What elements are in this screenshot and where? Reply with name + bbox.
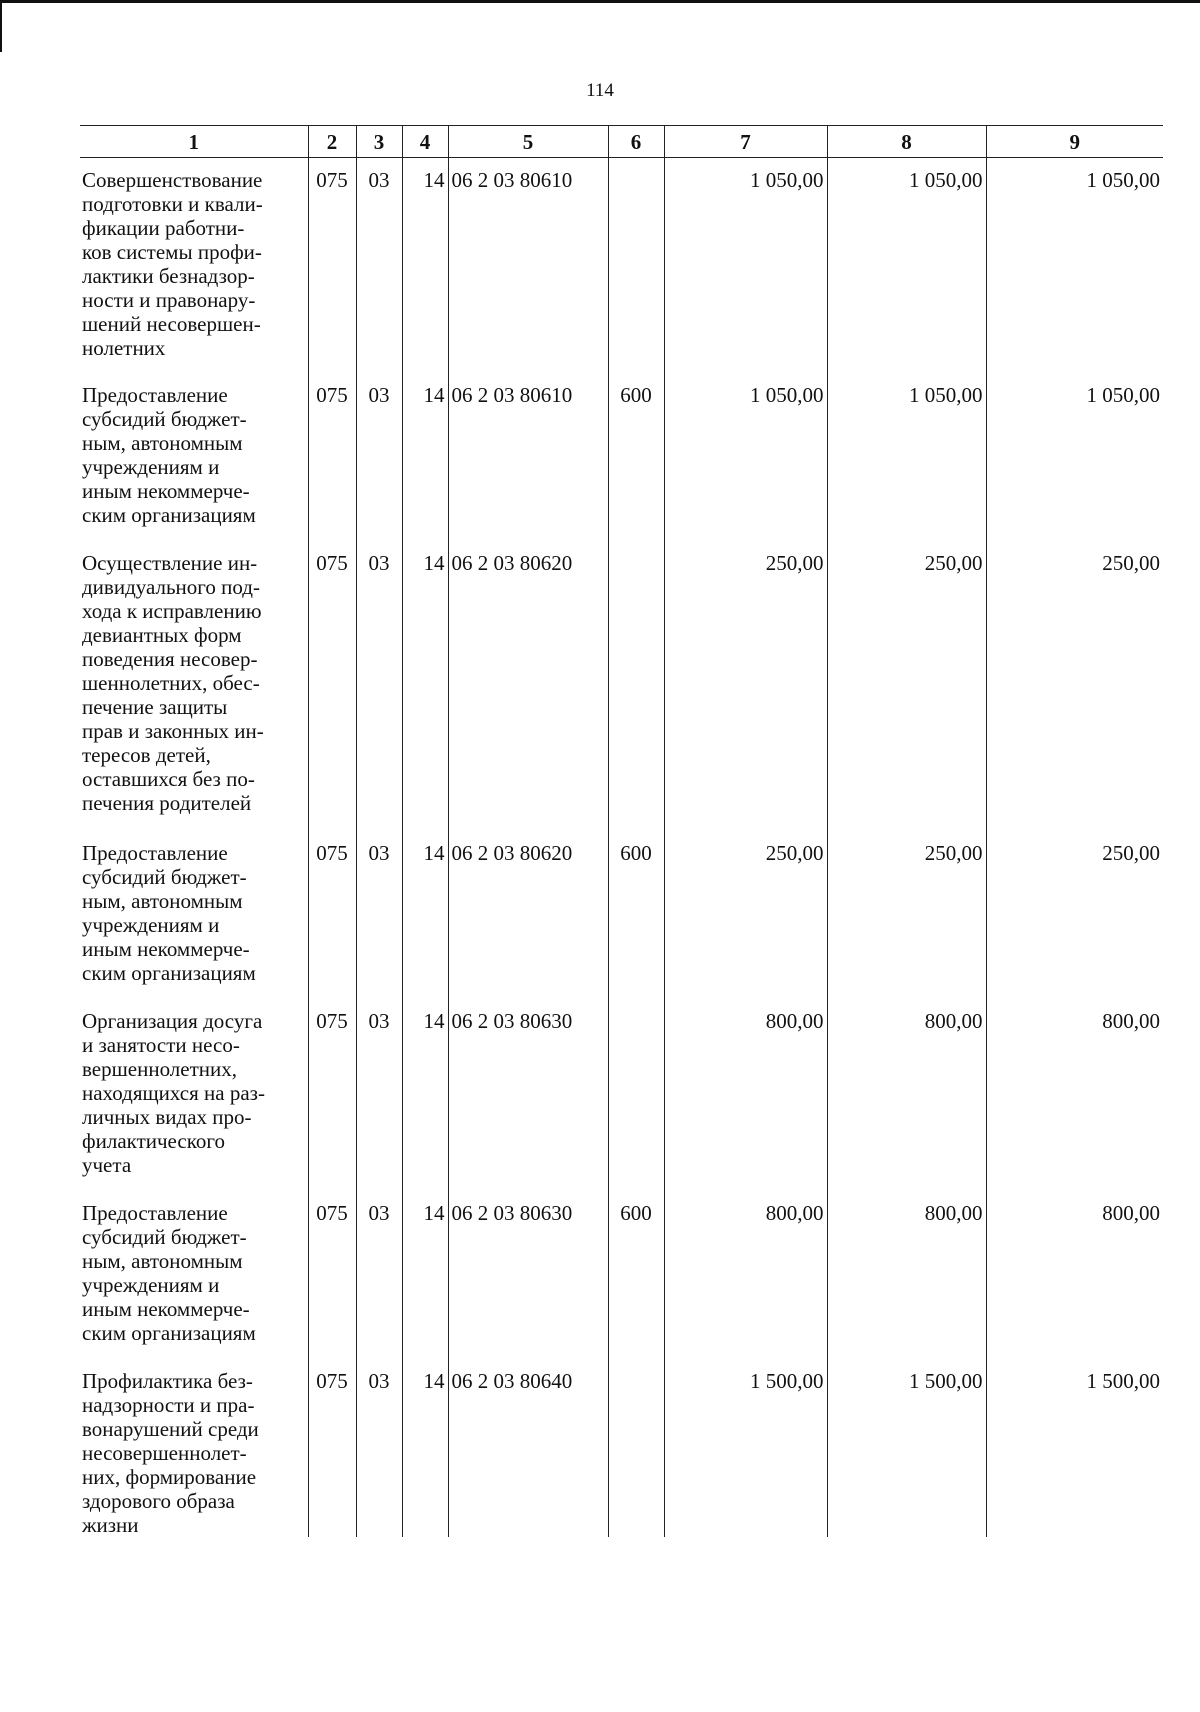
table-row	[80, 1191, 1163, 1359]
cell-amount-col7: 250,00	[664, 541, 827, 831]
description-line: и занятости несо-	[82, 1033, 240, 1057]
table-row	[80, 541, 1163, 831]
cell-section-code: 03	[356, 158, 402, 374]
cell-amount-col9: 250,00	[986, 541, 1163, 831]
table-body	[80, 158, 1163, 1538]
description-line: учреждениям и	[82, 1273, 220, 1297]
description-line: ским организациям	[82, 961, 256, 985]
description-line: Организация досуга	[82, 1009, 263, 1033]
cell-target-article: 06 2 03 80630	[448, 1191, 608, 1359]
description-line: поведения несовер-	[82, 647, 258, 671]
cell-amount-col7: 1 500,00	[664, 1359, 827, 1537]
description-line: учета	[82, 1153, 132, 1177]
description-line: ков системы профи-	[82, 240, 262, 264]
table-row	[80, 1359, 1163, 1537]
cell-amount-col8: 800,00	[827, 999, 986, 1191]
cell-amount-col8: 1 500,00	[827, 1359, 986, 1537]
cell-expense-type	[608, 158, 664, 374]
description-line: иным некоммерче-	[82, 479, 250, 503]
description-line: субсидий бюджет-	[82, 1225, 247, 1249]
description-line: Предоставление	[82, 1201, 228, 1225]
cell-section-code: 03	[356, 999, 402, 1191]
cell-amount-col9: 800,00	[986, 999, 1163, 1191]
cell-target-article: 06 2 03 80630	[448, 999, 608, 1191]
cell-amount-col9: 250,00	[986, 831, 1163, 999]
description-line: Профилактика без-	[82, 1369, 253, 1393]
description-line: хода к исправлению	[82, 599, 262, 623]
description-line: Предоставление	[82, 383, 228, 407]
cell-amount-col9: 1 050,00	[986, 373, 1163, 541]
cell-amount-col9: 1 050,00	[986, 158, 1163, 374]
description-line: иным некоммерче-	[82, 1297, 250, 1321]
description-line: тересов детей,	[82, 743, 211, 767]
cell-description	[80, 999, 308, 1191]
description-line: фикации работни-	[82, 216, 245, 240]
description-line: субсидий бюджет-	[82, 865, 247, 889]
description-line: печения родителей	[82, 791, 252, 815]
column-header-6: 6	[608, 126, 664, 158]
column-header-3: 3	[356, 126, 402, 158]
cell-department-code: 075	[308, 373, 356, 541]
description-line: ским организациям	[82, 1321, 256, 1345]
description-line: филактического	[82, 1129, 225, 1153]
description-line: вонарушений среди	[82, 1417, 259, 1441]
description-line: ным, автономным	[82, 1249, 243, 1273]
cell-expense-type	[608, 999, 664, 1191]
description-line: подготовки и квали-	[82, 192, 263, 216]
cell-subsection-code: 14	[402, 541, 448, 831]
description-line: находящихся на раз-	[82, 1081, 265, 1105]
table-row	[80, 158, 1163, 374]
cell-target-article: 06 2 03 80620	[448, 831, 608, 999]
description-line: Совершенствование	[82, 168, 263, 192]
cell-section-code: 03	[356, 541, 402, 831]
description-line: девиантных форм	[82, 623, 242, 647]
cell-department-code: 075	[308, 1359, 356, 1537]
table-row	[80, 373, 1163, 541]
description-line: здорового образа	[82, 1489, 235, 1513]
cell-department-code: 075	[308, 1191, 356, 1359]
cell-subsection-code: 14	[402, 999, 448, 1191]
cell-expense-type	[608, 541, 664, 831]
table-header-row	[80, 126, 1163, 158]
cell-amount-col7: 800,00	[664, 1191, 827, 1359]
description-line: нолетних	[82, 336, 166, 360]
column-header-9: 9	[986, 126, 1163, 158]
column-header-1: 1	[80, 126, 308, 158]
cell-section-code: 03	[356, 831, 402, 999]
cell-section-code: 03	[356, 1359, 402, 1537]
cell-amount-col9: 800,00	[986, 1191, 1163, 1359]
description-line: печение защиты	[82, 695, 228, 719]
column-header-5: 5	[448, 126, 608, 158]
description-line: них, формирование	[82, 1465, 257, 1489]
cell-expense-type	[608, 1359, 664, 1537]
cell-expense-type: 600	[608, 373, 664, 541]
description-line: жизни	[82, 1513, 139, 1537]
budget-table	[80, 125, 1163, 1537]
description-line: ным, автономным	[82, 431, 243, 455]
table-row	[80, 831, 1163, 999]
cell-description	[80, 158, 308, 374]
cell-amount-col8: 1 050,00	[827, 158, 986, 374]
cell-subsection-code: 14	[402, 1191, 448, 1359]
cell-expense-type: 600	[608, 1191, 664, 1359]
scan-border-left	[0, 0, 2, 52]
cell-target-article: 06 2 03 80620	[448, 541, 608, 831]
cell-amount-col9: 1 500,00	[986, 1359, 1163, 1537]
cell-department-code: 075	[308, 999, 356, 1191]
column-header-4: 4	[402, 126, 448, 158]
description-line: иным некоммерче-	[82, 937, 250, 961]
description-line: учреждениям и	[82, 913, 220, 937]
cell-amount-col7: 1 050,00	[664, 158, 827, 374]
cell-section-code: 03	[356, 1191, 402, 1359]
cell-amount-col7: 800,00	[664, 999, 827, 1191]
description-line: ским организациям	[82, 503, 256, 527]
cell-target-article: 06 2 03 80610	[448, 158, 608, 374]
cell-description	[80, 831, 308, 999]
cell-description	[80, 1191, 308, 1359]
cell-description	[80, 1359, 308, 1537]
column-header-8: 8	[827, 126, 986, 158]
cell-subsection-code: 14	[402, 831, 448, 999]
description-line: ным, автономным	[82, 889, 243, 913]
description-line: вершеннолетних,	[82, 1057, 238, 1081]
cell-department-code: 075	[308, 831, 356, 999]
cell-amount-col7: 1 050,00	[664, 373, 827, 541]
description-line: ности и правонару-	[82, 288, 256, 312]
cell-section-code: 03	[356, 373, 402, 541]
cell-expense-type: 600	[608, 831, 664, 999]
cell-target-article: 06 2 03 80640	[448, 1359, 608, 1537]
cell-amount-col8: 250,00	[827, 831, 986, 999]
cell-department-code: 075	[308, 541, 356, 831]
cell-subsection-code: 14	[402, 1359, 448, 1537]
cell-description	[80, 541, 308, 831]
cell-subsection-code: 14	[402, 373, 448, 541]
description-line: прав и законных ин-	[82, 719, 264, 743]
column-header-2: 2	[308, 126, 356, 158]
description-line: субсидий бюджет-	[82, 407, 247, 431]
cell-amount-col8: 1 050,00	[827, 373, 986, 541]
cell-amount-col8: 800,00	[827, 1191, 986, 1359]
description-line: несовершеннолет-	[82, 1441, 247, 1465]
description-line: надзорности и пра-	[82, 1393, 255, 1417]
description-line: дивидуального под-	[82, 575, 260, 599]
table-row	[80, 999, 1163, 1191]
description-line: лактики безнадзор-	[82, 264, 255, 288]
cell-amount-col8: 250,00	[827, 541, 986, 831]
cell-subsection-code: 14	[402, 158, 448, 374]
cell-target-article: 06 2 03 80610	[448, 373, 608, 541]
column-header-7: 7	[664, 126, 827, 158]
description-line: учреждениям и	[82, 455, 220, 479]
cell-department-code: 075	[308, 158, 356, 374]
page-number: 114	[586, 80, 614, 101]
description-line: личных видах про-	[82, 1105, 252, 1129]
description-line: Предоставление	[82, 841, 228, 865]
description-line: шеннолетних, обес-	[82, 671, 260, 695]
description-line: шений несовершен-	[82, 312, 261, 336]
description-line: Осуществление ин-	[82, 551, 258, 575]
cell-amount-col7: 250,00	[664, 831, 827, 999]
scan-border-top	[0, 0, 1200, 3]
description-line: оставшихся без по-	[82, 767, 255, 791]
cell-description	[80, 373, 308, 541]
